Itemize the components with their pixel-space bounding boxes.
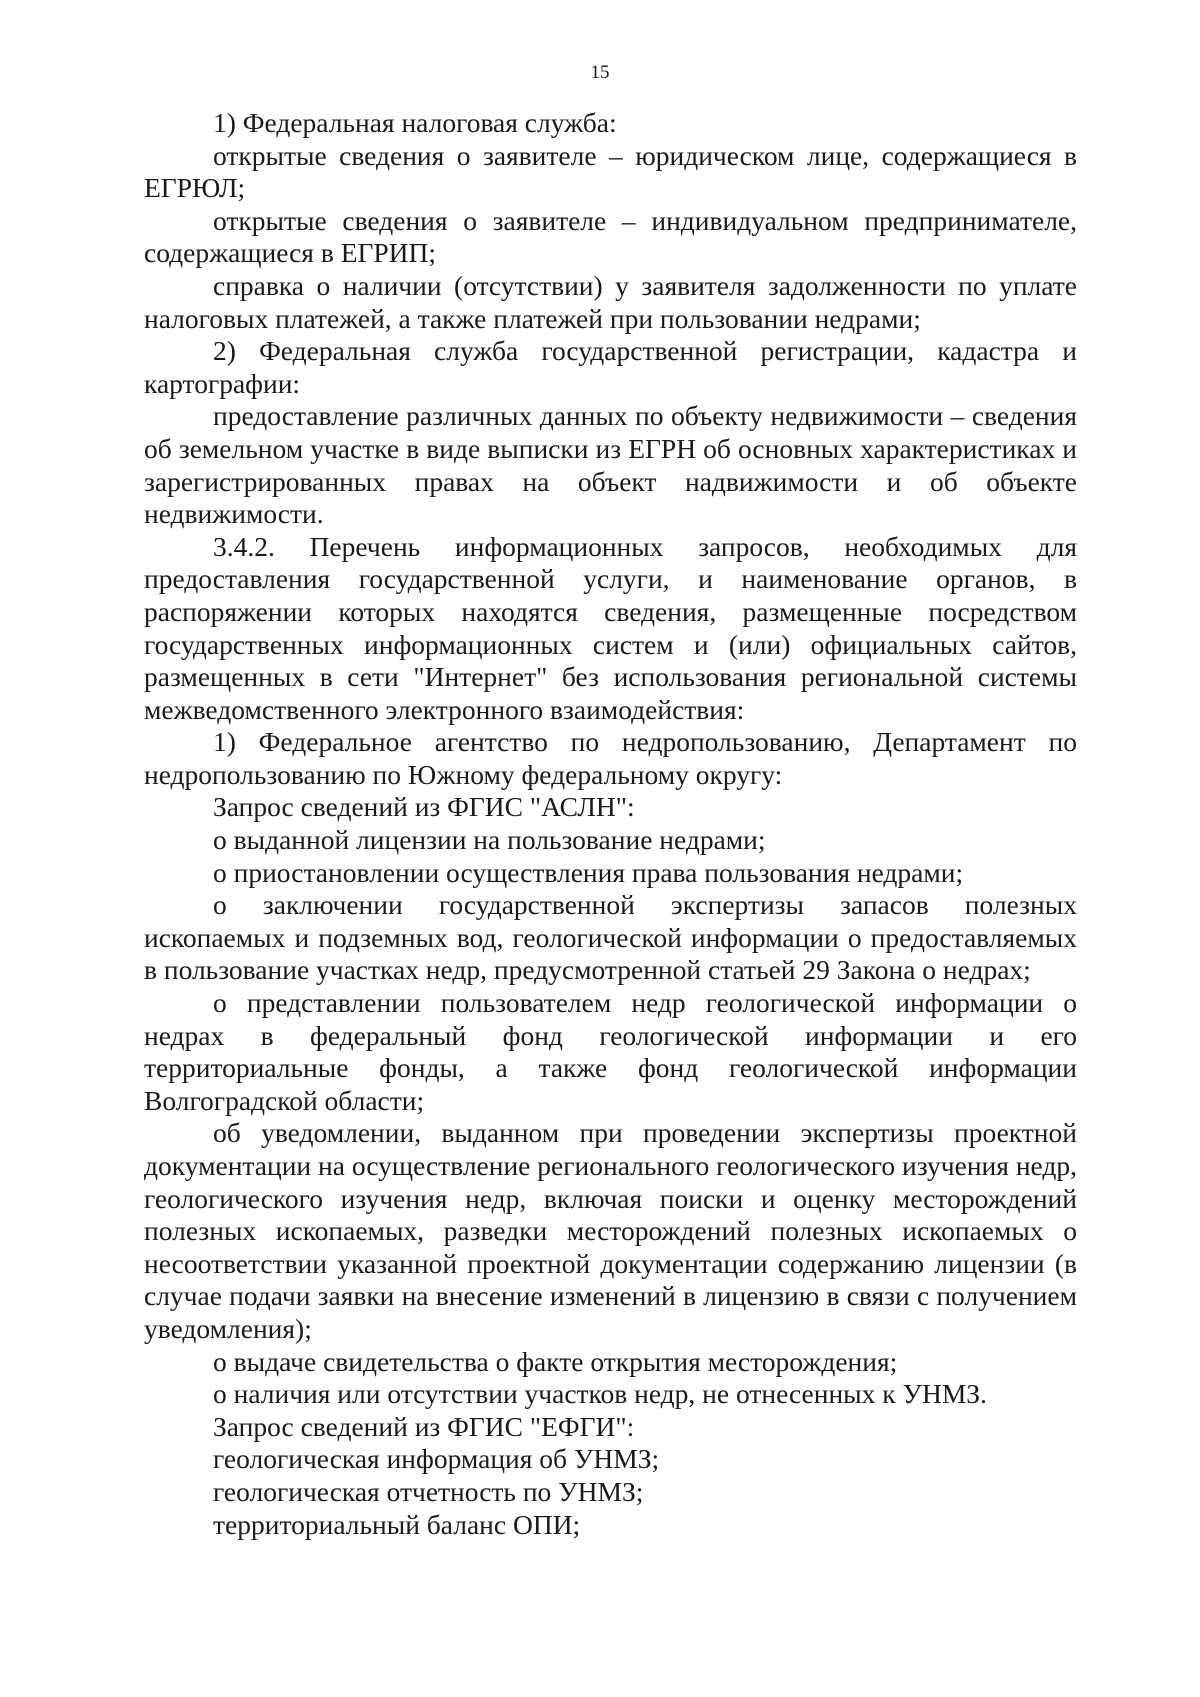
paragraph: Запрос сведений из ФГИС "ЕФГИ": — [213, 1410, 635, 1442]
paragraph: геологическая информация об УНМЗ; — [213, 1443, 660, 1475]
page-number: 15 — [590, 62, 610, 83]
paragraph: Запрос сведений из ФГИС "АСЛН": — [213, 791, 635, 823]
paragraph: 1) Федеральная налоговая служба: — [213, 107, 617, 138]
paragraph: о выданной лицензии на пользование недрами; — [213, 824, 766, 856]
paragraph: о наличия или отсутствии участков недр, не отнесенных к УНМЗ. — [213, 1378, 987, 1410]
paragraph: о выдаче свидетельства о факте открытия месторождения; — [213, 1345, 898, 1377]
paragraph: открытые сведения о заявителе – юридическом лице, содержащиеся в ЕГРЮЛ; — [144, 139, 1077, 204]
paragraph: 1) Федеральное агентство по недропользованию, Департамент по недропользованию по Южному федеральному округу: — [144, 726, 1077, 790]
paragraph: геологическая отчетность по УНМЗ; — [213, 1475, 644, 1507]
paragraph: о представлении пользователем недр геологической информации о недрах в федеральный фонд геологической информации и его территориальные фонды, а также фонд геологической информации Волгоградской области; — [144, 987, 1077, 1116]
paragraph: территориальный баланс ОПИ; — [213, 1508, 581, 1540]
paragraph: справка о наличии (отсутствии) у заявителя задолженности по уплате налоговых платежей, а также платежей при пользовании недрами; — [144, 269, 1077, 334]
paragraph: о приостановлении осуществления права пользования недрами; — [213, 856, 964, 888]
paragraph: 3.4.2. Перечень информационных запросов, необходимых для предоставления государственной услуги, и наименование органов, в распоряжении которых находятся сведения, размещенные посредством государственных информационных систем и (или) официальных сайтов, размещенных в сети "Интернет" без использования региональной системы межведомственного электронного взаимодействия: — [144, 530, 1077, 725]
paragraph: открытые сведения о заявителе – индивидуальном предпринимателе, содержащиеся в ЕГРИП; — [144, 204, 1077, 269]
document-body — [144, 107, 1077, 1541]
paragraph: о заключении государственной экспертизы запасов полезных ископаемых и подземных вод, геологической информации о предоставляемых в пользование участках недр, предусмотренной статьей 29 Закона о недрах; — [144, 889, 1077, 986]
paragraph: предоставление различных данных по объекту недвижимости – сведения об земельном участке в виде выписки из ЕГРН об основных характеристиках и зарегистрированных правах на объект надвижимости и об объекте недвижимости. — [144, 400, 1077, 530]
paragraph: об уведомлении, выданном при проведении экспертизы проектной документации на осуществление регионального геологического изучения недр, геологического изучения недр, включая поиски и оценку месторождений полезных ископаемых, разведки месторождений полезных ископаемых о несоответствии указанной проектной документации содержанию лицензии (в случае подачи заявки на внесение изменений в лицензию в связи с получением уведомления); — [144, 1117, 1077, 1344]
paragraph: 2) Федеральная служба государственной регистрации, кадастра и картографии: — [144, 335, 1077, 399]
